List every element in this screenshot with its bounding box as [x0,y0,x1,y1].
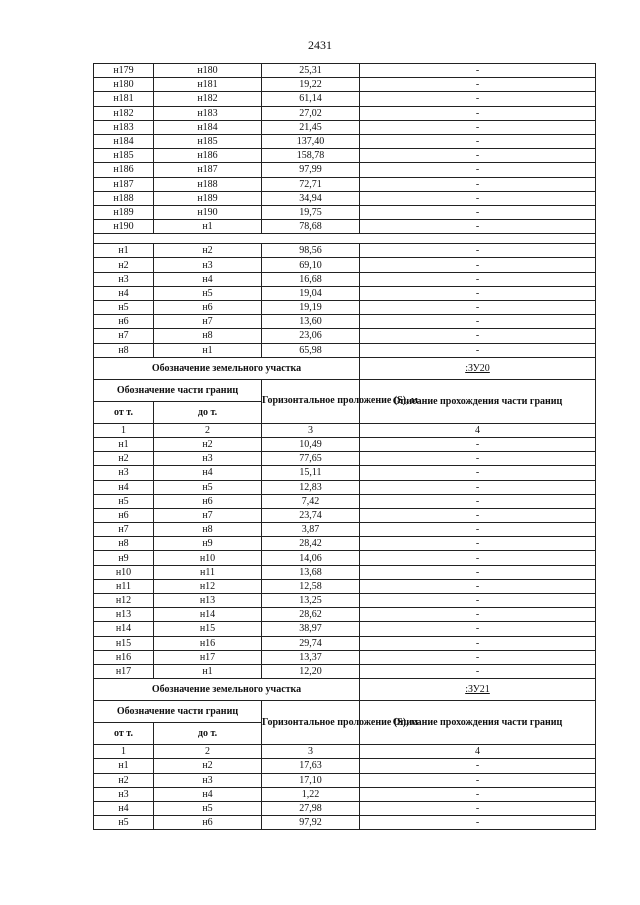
table-cell: 21,45 [262,120,360,134]
table-row [94,163,596,177]
table-cell: н179 [94,64,154,78]
table-cell: н190 [154,205,262,219]
table-cell: 12,58 [262,579,360,593]
table-row [94,801,596,815]
column-number: 4 [360,745,596,759]
table-row [94,494,596,508]
table-cell: 158,78 [262,149,360,163]
table-cell: - [360,537,596,551]
to-header: до т. [154,401,262,423]
table-cell: н15 [94,636,154,650]
table-cell: - [360,636,596,650]
land-plot-header-row [94,357,596,379]
table-row [94,508,596,522]
table-cell: н185 [94,149,154,163]
table-cell: - [360,787,596,801]
column-number: 3 [262,745,360,759]
table-cell: н2 [94,258,154,272]
table-cell: н6 [154,816,262,830]
table-cell: - [360,120,596,134]
description-header: Описание прохождения части границ [360,379,596,423]
table-cell: 23,06 [262,329,360,343]
table-row [94,220,596,234]
table-cell: 38,97 [262,622,360,636]
table-cell: н1 [94,437,154,451]
table-cell: - [360,205,596,219]
table-cell: 15,11 [262,466,360,480]
table-row [94,551,596,565]
table-cell: н3 [94,466,154,480]
table-cell: - [360,816,596,830]
table-cell: 10,49 [262,437,360,451]
horizontal-header: Горизонтальное проложение (S), м [262,701,360,745]
table-cell: н8 [154,523,262,537]
table-cell: н189 [154,191,262,205]
table-cell: н14 [154,608,262,622]
table-cell: н11 [154,565,262,579]
table-cell: - [360,92,596,106]
boundary-part-header: Обозначение части границ [94,701,262,723]
table-cell: - [360,64,596,78]
table-cell: н6 [154,301,262,315]
table-cell: 13,68 [262,565,360,579]
table-cell: н13 [154,594,262,608]
table-row [94,258,596,272]
table-cell: н5 [94,301,154,315]
from-header: от т. [94,401,154,423]
from-header: от т. [94,723,154,745]
table-cell: 12,20 [262,664,360,678]
table-cell: - [360,437,596,451]
table-cell: н12 [154,579,262,593]
table-row [94,191,596,205]
table-cell: 27,02 [262,106,360,120]
table-cell: н3 [94,787,154,801]
table-cell: 28,62 [262,608,360,622]
table-cell: 29,74 [262,636,360,650]
table-cell: н16 [154,636,262,650]
table-cell: н1 [94,244,154,258]
table-cell: н6 [154,494,262,508]
table-row [94,343,596,357]
table-row [94,205,596,219]
to-header: до т. [154,723,262,745]
table-cell: н4 [94,286,154,300]
table-cell: - [360,622,596,636]
table-cell: н13 [94,608,154,622]
table-cell: н7 [94,523,154,537]
table-row [94,816,596,830]
table-cell: 7,42 [262,494,360,508]
table-cell: - [360,134,596,148]
table-cell: н3 [94,272,154,286]
table-row [94,664,596,678]
table-cell: н4 [154,466,262,480]
table-cell: н15 [154,622,262,636]
table-row [94,120,596,134]
table-cell: н1 [154,343,262,357]
table-cell: н5 [154,286,262,300]
spacer-cell [94,234,596,244]
column-number: 3 [262,423,360,437]
table-cell: н8 [94,537,154,551]
table-cell: - [360,523,596,537]
land-plot-id: :ЗУ20 [360,357,596,379]
table-cell: 65,98 [262,343,360,357]
table-cell: - [360,773,596,787]
table-cell: н7 [154,315,262,329]
table-cell: - [360,315,596,329]
table-cell: н188 [154,177,262,191]
table-cell: - [360,801,596,815]
table-cell: н4 [94,801,154,815]
table-cell: н9 [94,551,154,565]
table-cell: - [360,177,596,191]
table-cell: - [360,565,596,579]
table-cell: н3 [154,773,262,787]
numbering-row [94,423,596,437]
table-row [94,452,596,466]
table-cell: 97,99 [262,163,360,177]
table-cell: н5 [154,801,262,815]
table-cell: - [360,664,596,678]
table-row [94,480,596,494]
table-cell: н186 [154,149,262,163]
land-plot-header-row [94,679,596,701]
table-row [94,636,596,650]
column-number: 1 [94,745,154,759]
table-cell: 137,40 [262,134,360,148]
table-cell: н2 [154,437,262,451]
table-row [94,272,596,286]
table-cell: 34,94 [262,191,360,205]
table-cell: - [360,272,596,286]
table-cell: 19,22 [262,78,360,92]
table-cell: н11 [94,579,154,593]
table-cell: н183 [154,106,262,120]
table-cell: н5 [94,494,154,508]
table-row [94,523,596,537]
table-cell: н181 [154,78,262,92]
table-cell: 3,87 [262,523,360,537]
table-cell: - [360,258,596,272]
table-cell: - [360,149,596,163]
table-cell: 97,92 [262,816,360,830]
table-cell: н187 [94,177,154,191]
table-cell: н189 [94,205,154,219]
table-cell: н5 [154,480,262,494]
table-cell: 17,63 [262,759,360,773]
table-cell: 78,68 [262,220,360,234]
table-row [94,622,596,636]
table-cell: н4 [154,787,262,801]
table-cell: н190 [94,220,154,234]
table-cell: н1 [154,664,262,678]
table-row [94,437,596,451]
table-cell: 98,56 [262,244,360,258]
table-row [94,149,596,163]
table-cell: н4 [94,480,154,494]
page-number: 2431 [308,38,332,52]
table-row [94,579,596,593]
table-cell: н14 [94,622,154,636]
table-cell: - [360,594,596,608]
table-row [94,773,596,787]
table-row [94,134,596,148]
table-cell: 19,75 [262,205,360,219]
table-cell: н7 [154,508,262,522]
table-row [94,608,596,622]
table-cell: н185 [154,134,262,148]
table-row [94,177,596,191]
table-cell: 27,98 [262,801,360,815]
table-cell: 13,25 [262,594,360,608]
table-cell: - [360,551,596,565]
table-cell: н6 [94,315,154,329]
table-cell: н7 [94,329,154,343]
table-cell: - [360,759,596,773]
table-cell: - [360,191,596,205]
land-plot-label: Обозначение земельного участка [94,679,360,701]
table-cell: - [360,608,596,622]
table-cell: - [360,452,596,466]
column-number: 2 [154,423,262,437]
table-cell: - [360,163,596,177]
table-cell: н187 [154,163,262,177]
table-row [94,92,596,106]
table-cell: - [360,343,596,357]
table-cell: н2 [94,773,154,787]
spacer-row [94,234,596,244]
table-cell: н1 [94,759,154,773]
table-cell: - [360,329,596,343]
table-cell: 1,22 [262,787,360,801]
table-cell: 72,71 [262,177,360,191]
description-header: Описание прохождения части границ [360,701,596,745]
table-cell: - [360,650,596,664]
table-cell: н180 [154,64,262,78]
table-cell: - [360,579,596,593]
column-number: 2 [154,745,262,759]
table-row [94,244,596,258]
table-cell: н17 [94,664,154,678]
table-cell: 14,06 [262,551,360,565]
table-cell: н5 [94,816,154,830]
table-row [94,78,596,92]
table-cell: н2 [94,452,154,466]
table-cell: - [360,220,596,234]
table-row [94,650,596,664]
table-row [94,759,596,773]
table-cell: н184 [94,134,154,148]
table-cell: н188 [94,191,154,205]
table-cell: н183 [94,120,154,134]
table-cell: 19,19 [262,301,360,315]
column-header-row [94,379,596,401]
table-row [94,787,596,801]
table-cell: - [360,286,596,300]
table-cell: н3 [154,452,262,466]
table-cell: 69,10 [262,258,360,272]
table-cell: н9 [154,537,262,551]
table-cell: - [360,78,596,92]
table-cell: н16 [94,650,154,664]
table-cell: 23,74 [262,508,360,522]
table-row [94,301,596,315]
table-cell: 19,04 [262,286,360,300]
horizontal-header: Горизонтальное проложение (S), м [262,379,360,423]
table-cell: н10 [154,551,262,565]
table-cell: н8 [94,343,154,357]
table-cell: н12 [94,594,154,608]
table-cell: - [360,301,596,315]
table-cell: - [360,480,596,494]
boundary-part-header: Обозначение части границ [94,379,262,401]
table-row [94,565,596,579]
table-cell: н1 [154,220,262,234]
table-row [94,106,596,120]
table-cell: 25,31 [262,64,360,78]
table-cell: н17 [154,650,262,664]
table-row [94,466,596,480]
table-cell: н181 [94,92,154,106]
column-number: 1 [94,423,154,437]
table-cell: н3 [154,258,262,272]
table-cell: 28,42 [262,537,360,551]
table-cell: н2 [154,244,262,258]
table-cell: - [360,508,596,522]
table-cell: 17,10 [262,773,360,787]
table-cell: н8 [154,329,262,343]
table-row [94,329,596,343]
table-cell: 16,68 [262,272,360,286]
table-row [94,594,596,608]
table-cell: 61,14 [262,92,360,106]
table-cell: н6 [94,508,154,522]
table-cell: - [360,466,596,480]
table-cell: н186 [94,163,154,177]
table-cell: 77,65 [262,452,360,466]
table-cell: н4 [154,272,262,286]
table-cell: н182 [94,106,154,120]
land-plot-label: Обозначение земельного участка [94,357,360,379]
table-row [94,537,596,551]
boundary-table [93,63,596,830]
table-cell: - [360,244,596,258]
column-number: 4 [360,423,596,437]
table-cell: н10 [94,565,154,579]
column-header-row [94,701,596,723]
numbering-row [94,745,596,759]
table-cell: - [360,494,596,508]
table-cell: н2 [154,759,262,773]
table-cell: н180 [94,78,154,92]
table-row [94,315,596,329]
table-cell: - [360,106,596,120]
table-row [94,286,596,300]
table-cell: 13,37 [262,650,360,664]
table-row [94,64,596,78]
table-cell: н182 [154,92,262,106]
land-plot-id: :ЗУ21 [360,679,596,701]
table-cell: 13,60 [262,315,360,329]
table-cell: н184 [154,120,262,134]
table-cell: 12,83 [262,480,360,494]
